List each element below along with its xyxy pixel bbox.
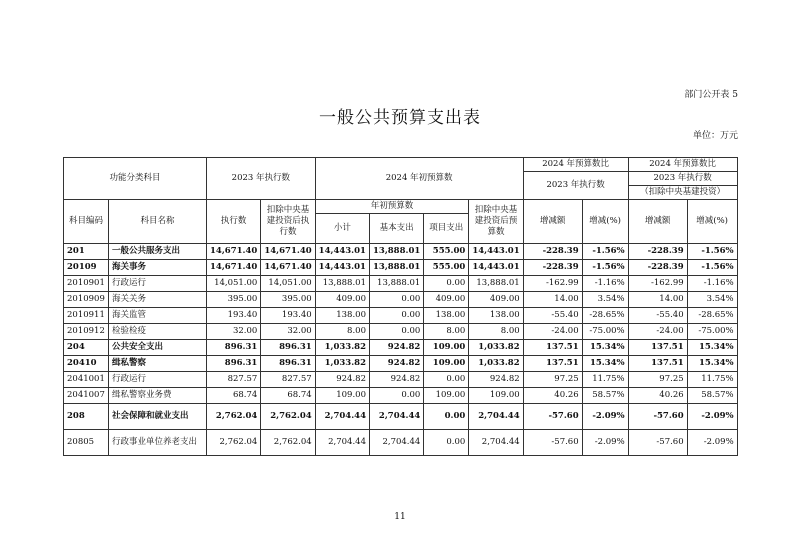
cell-name: 检验检疫: [109, 324, 207, 340]
cell-basic: 2,704.44: [369, 404, 423, 430]
cell-inc-amt-a: 14.00: [523, 292, 582, 308]
cell-code: 20805: [64, 430, 109, 456]
cell-subtotal: 14,443.01: [315, 260, 369, 276]
table-row: [64, 372, 738, 388]
cell-project: 8.00: [424, 324, 469, 340]
cell-inc-amt-a: 137.51: [523, 356, 582, 372]
cell-inc-pct-a: -28.65%: [582, 308, 628, 324]
header-cmp-b-line3: （扣除中央基建投资）: [628, 186, 737, 200]
cell-project: 0.00: [424, 404, 469, 430]
header-inc-pct-a: 增减(%): [582, 200, 628, 244]
cell-inc-amt-b: 40.26: [628, 388, 687, 404]
cell-subtotal: 14,443.01: [315, 244, 369, 260]
cell-inc-amt-a: 137.51: [523, 340, 582, 356]
cell-basic: 13,888.01: [369, 260, 423, 276]
cell-exec: 14,671.40: [207, 244, 261, 260]
cell-inc-amt-a: -228.39: [523, 244, 582, 260]
header-basic: 基本支出: [369, 214, 423, 244]
cell-project: 555.00: [424, 260, 469, 276]
cell-budget-excl: 14,443.01: [469, 244, 523, 260]
cell-project: 109.00: [424, 340, 469, 356]
header-cmp-b-line2: 2023 年执行数: [628, 172, 737, 186]
cell-inc-pct-a: -1.56%: [582, 244, 628, 260]
cell-exec: 193.40: [207, 308, 261, 324]
cell-inc-pct-a: -1.56%: [582, 260, 628, 276]
cell-budget-excl: 14,443.01: [469, 260, 523, 276]
cell-budget-excl: 109.00: [469, 388, 523, 404]
cell-project: 0.00: [424, 276, 469, 292]
cell-inc-amt-b: -228.39: [628, 244, 687, 260]
header-cmp-a-line1: 2024 年预算数比: [523, 158, 628, 172]
table-row: [64, 404, 738, 430]
table-row: [64, 276, 738, 292]
cell-exec: 14,671.40: [207, 260, 261, 276]
header-code: 科目编码: [64, 200, 109, 244]
header-budget-excl: 扣除中央基建投资后预算数: [469, 200, 523, 244]
cell-name: 行政事业单位养老支出: [109, 430, 207, 456]
cell-project: 109.00: [424, 356, 469, 372]
cell-budget-excl: 1,033.82: [469, 356, 523, 372]
table-row: [64, 356, 738, 372]
cell-basic: 13,888.01: [369, 244, 423, 260]
cell-exec: 14,051.00: [207, 276, 261, 292]
cell-name: 海关关务: [109, 292, 207, 308]
cell-project: 555.00: [424, 244, 469, 260]
cell-subtotal: 109.00: [315, 388, 369, 404]
cell-budget-excl: 138.00: [469, 308, 523, 324]
cell-code: 2010911: [64, 308, 109, 324]
header-cmp-a-line2: 2023 年执行数: [523, 172, 628, 200]
cell-inc-pct-b: -2.09%: [687, 430, 737, 456]
cell-exec-excl: 896.31: [261, 340, 315, 356]
cell-code: 2010912: [64, 324, 109, 340]
table-row: [64, 430, 738, 456]
table-row: [64, 324, 738, 340]
cell-inc-pct-b: -1.16%: [687, 276, 737, 292]
table-row: [64, 388, 738, 404]
cell-basic: 924.82: [369, 372, 423, 388]
header-inc-amt-b: 增减额: [628, 200, 687, 244]
header-inc-pct-b: 增减(%): [687, 200, 737, 244]
cell-basic: 924.82: [369, 356, 423, 372]
cell-code: 208: [64, 404, 109, 430]
table-row: [64, 340, 738, 356]
cell-code: 204: [64, 340, 109, 356]
cell-inc-amt-b: 137.51: [628, 356, 687, 372]
cell-budget-excl: 1,033.82: [469, 340, 523, 356]
cell-inc-amt-a: -228.39: [523, 260, 582, 276]
cell-code: 2041007: [64, 388, 109, 404]
header-name: 科目名称: [109, 200, 207, 244]
header-exec: 执行数: [207, 200, 261, 244]
cell-inc-pct-b: -28.65%: [687, 308, 737, 324]
header-exec-2023: 2023 年执行数: [207, 158, 316, 200]
table-tag: 部门公开表 5: [684, 90, 738, 100]
header-subtotal: 小计: [315, 214, 369, 244]
cell-name: 海关监管: [109, 308, 207, 324]
cell-exec-excl: 896.31: [261, 356, 315, 372]
cell-inc-amt-a: -57.60: [523, 404, 582, 430]
cell-code: 20410: [64, 356, 109, 372]
header-inc-amt-a: 增减额: [523, 200, 582, 244]
cell-project: 409.00: [424, 292, 469, 308]
cell-subtotal: 13,888.01: [315, 276, 369, 292]
cell-inc-amt-b: -228.39: [628, 260, 687, 276]
page-number: 11: [394, 512, 406, 522]
cell-inc-pct-b: 15.34%: [687, 340, 737, 356]
cell-subtotal: 8.00: [315, 324, 369, 340]
header-project: 项目支出: [424, 214, 469, 244]
cell-inc-pct-a: -75.00%: [582, 324, 628, 340]
cell-subtotal: 409.00: [315, 292, 369, 308]
cell-inc-pct-b: -1.56%: [687, 260, 737, 276]
cell-subtotal: 1,033.82: [315, 340, 369, 356]
cell-exec-excl: 14,051.00: [261, 276, 315, 292]
cell-basic: 924.82: [369, 340, 423, 356]
cell-name: 缉私警察: [109, 356, 207, 372]
header-budget-2024: 2024 年初预算数: [315, 158, 523, 200]
cell-inc-amt-a: -57.60: [523, 430, 582, 456]
table-row: [64, 308, 738, 324]
unit-label: 单位：万元: [692, 131, 738, 141]
cell-project: 0.00: [424, 430, 469, 456]
cell-exec-excl: 193.40: [261, 308, 315, 324]
cell-inc-amt-a: -55.40: [523, 308, 582, 324]
cell-project: 0.00: [424, 372, 469, 388]
cell-inc-pct-a: 3.54%: [582, 292, 628, 308]
cell-inc-pct-b: -1.56%: [687, 244, 737, 260]
cell-budget-excl: 2,704.44: [469, 430, 523, 456]
cell-exec: 2,762.04: [207, 404, 261, 430]
cell-inc-pct-a: 15.34%: [582, 356, 628, 372]
cell-inc-pct-b: 58.57%: [687, 388, 737, 404]
cell-exec: 896.31: [207, 340, 261, 356]
cell-budget-excl: 8.00: [469, 324, 523, 340]
table-row: [64, 260, 738, 276]
cell-exec: 827.57: [207, 372, 261, 388]
cell-basic: 0.00: [369, 324, 423, 340]
cell-inc-pct-b: 11.75%: [687, 372, 737, 388]
cell-exec-excl: 14,671.40: [261, 244, 315, 260]
cell-basic: 0.00: [369, 308, 423, 324]
cell-exec-excl: 14,671.40: [261, 260, 315, 276]
cell-code: 2041001: [64, 372, 109, 388]
cell-exec-excl: 32.00: [261, 324, 315, 340]
cell-exec: 32.00: [207, 324, 261, 340]
cell-exec-excl: 2,762.04: [261, 430, 315, 456]
cell-inc-pct-a: 58.57%: [582, 388, 628, 404]
cell-inc-amt-b: 14.00: [628, 292, 687, 308]
cell-project: 138.00: [424, 308, 469, 324]
cell-inc-pct-b: 3.54%: [687, 292, 737, 308]
cell-code: 201: [64, 244, 109, 260]
cell-exec-excl: 2,762.04: [261, 404, 315, 430]
cell-inc-pct-b: -2.09%: [687, 404, 737, 430]
cell-code: 2010901: [64, 276, 109, 292]
cell-exec-excl: 395.00: [261, 292, 315, 308]
cell-budget-excl: 924.82: [469, 372, 523, 388]
cell-inc-pct-b: -75.00%: [687, 324, 737, 340]
cell-inc-amt-b: -57.60: [628, 404, 687, 430]
header-func-class: 功能分类科目: [64, 158, 207, 200]
table-row: [64, 292, 738, 308]
cell-exec: 395.00: [207, 292, 261, 308]
cell-basic: 13,888.01: [369, 276, 423, 292]
cell-inc-amt-b: -55.40: [628, 308, 687, 324]
cell-budget-excl: 2,704.44: [469, 404, 523, 430]
header-exec-excl: 扣除中央基建投资后执行数: [261, 200, 315, 244]
cell-inc-amt-a: 97.25: [523, 372, 582, 388]
cell-code: 2010909: [64, 292, 109, 308]
cell-project: 109.00: [424, 388, 469, 404]
cell-inc-amt-a: -162.99: [523, 276, 582, 292]
cell-basic: 0.00: [369, 292, 423, 308]
cell-inc-amt-b: -24.00: [628, 324, 687, 340]
cell-inc-amt-a: -24.00: [523, 324, 582, 340]
cell-inc-amt-a: 40.26: [523, 388, 582, 404]
cell-subtotal: 1,033.82: [315, 356, 369, 372]
cell-inc-pct-a: 15.34%: [582, 340, 628, 356]
table-row: [64, 244, 738, 260]
cell-inc-amt-b: -162.99: [628, 276, 687, 292]
cell-name: 缉私警察业务费: [109, 388, 207, 404]
cell-name: 公共安全支出: [109, 340, 207, 356]
page-title: 一般公共预算支出表: [319, 108, 481, 128]
cell-name: 海关事务: [109, 260, 207, 276]
cell-name: 社会保障和就业支出: [109, 404, 207, 430]
cell-inc-pct-b: 15.34%: [687, 356, 737, 372]
cell-subtotal: 138.00: [315, 308, 369, 324]
cell-inc-amt-b: 137.51: [628, 340, 687, 356]
cell-code: 20109: [64, 260, 109, 276]
cell-inc-pct-a: 11.75%: [582, 372, 628, 388]
cell-basic: 2,704.44: [369, 430, 423, 456]
cell-exec: 2,762.04: [207, 430, 261, 456]
cell-exec: 896.31: [207, 356, 261, 372]
cell-inc-pct-a: -2.09%: [582, 430, 628, 456]
cell-name: 行政运行: [109, 372, 207, 388]
cell-inc-pct-a: -1.16%: [582, 276, 628, 292]
cell-subtotal: 2,704.44: [315, 404, 369, 430]
cell-subtotal: 2,704.44: [315, 430, 369, 456]
cell-exec: 68.74: [207, 388, 261, 404]
budget-table: [63, 157, 738, 456]
cell-name: 行政运行: [109, 276, 207, 292]
cell-exec-excl: 68.74: [261, 388, 315, 404]
header-cmp-b-line1: 2024 年预算数比: [628, 158, 737, 172]
cell-inc-pct-a: -2.09%: [582, 404, 628, 430]
cell-budget-excl: 409.00: [469, 292, 523, 308]
cell-budget-excl: 13,888.01: [469, 276, 523, 292]
cell-basic: 0.00: [369, 388, 423, 404]
cell-subtotal: 924.82: [315, 372, 369, 388]
cell-exec-excl: 827.57: [261, 372, 315, 388]
cell-name: 一般公共服务支出: [109, 244, 207, 260]
header-annual-budget: 年初预算数: [315, 200, 469, 214]
cell-inc-amt-b: 97.25: [628, 372, 687, 388]
cell-inc-amt-b: -57.60: [628, 430, 687, 456]
